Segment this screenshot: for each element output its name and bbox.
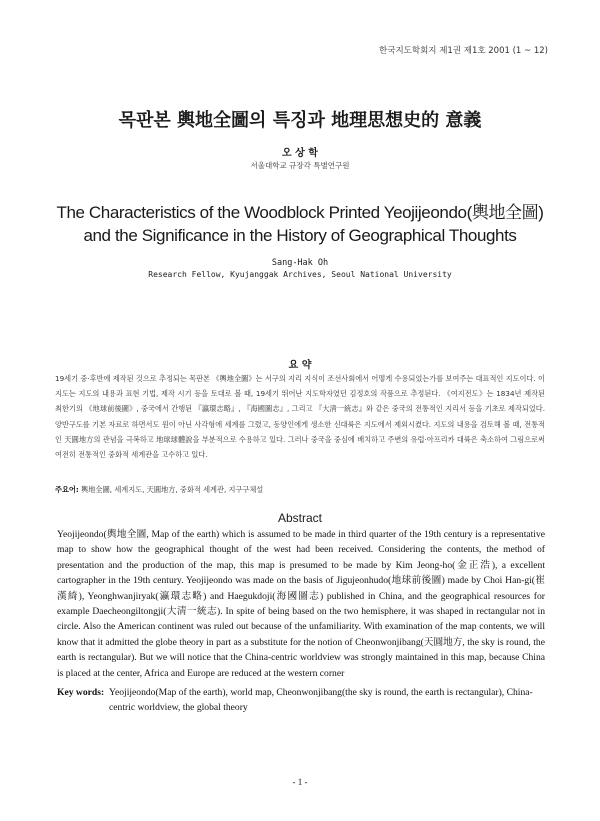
korean-title: 목판본 輿地全圖의 특징과 地理思想史的 意義 (118, 110, 482, 131)
english-keywords-text: Yeojijeondo(Map of the earth), world map, Cheonwonjibang(the sky is round, the earth is rectangular), China-centric worldview, the global theory (109, 687, 533, 714)
summary-heading: 요 약 (288, 360, 312, 371)
page-number: - 1 - (292, 777, 308, 787)
english-keywords (57, 685, 545, 716)
korean-author: 오 상 학 (282, 148, 318, 159)
english-title (30, 201, 570, 247)
korean-keywords (55, 485, 545, 495)
english-affiliation: Research Fellow, Kyujanggak Archives, Seoul National University (148, 270, 452, 279)
abstract-heading: Abstract (277, 511, 322, 525)
abstract-text: Yeojijeondo(輿地全圖, Map of the earth) which is assumed to be made in third quarter of the 19th century is a representative map to show how the geographical thought of the west had been received. Considering the contents, the method of presentation and the production of the map, this map is presumed to be made by Kim Jeong-ho(金正浩), a excellent cartographer in the 19th century. Yeojijeondo was made on the basis of Jigujeonhudo(地球前後圖) made by Choi Han-gi(崔漢綺), Yeonghwanjiryak(瀛環志略) and Haegukdoji(海國圖志) published in China, and the geographical resources for example Daecheongiltongji(大淸一統志). In spite of being based on the two hemisphere, it was shaped in rectangular not in circle. Also the American continent was ruled out because of the unfamiliarity. With examination of the map contents, we will know that it admitted the globe theory in part as a substitute for the notion of Cheonwonjibang(天圓地方, the sky is round, the earth is rectangular). But we will notice that the China-centric worldview was strongly maintained in this map, because China is placed at the center, Africa and Europe are reduced at the western corner (57, 529, 545, 679)
journal-header: 한국지도학회지 제1권 제1호 2001 (1 ~ 12) (379, 46, 548, 56)
english-keywords-label: Key words: (57, 687, 105, 698)
summary-body (55, 371, 545, 462)
english-title-line-1: The Characteristics of the Woodblock Printed Yeojijeondo(輿地全圖) (56, 203, 544, 222)
summary-text: 19세기 중·후반에 제작된 것으로 추정되는 목판본 《輿地全圖》는 서구의 지리 지식이 조선사회에서 어떻게 수용되었는가를 보여주는 대표적인 지도이다. 이 지도는 지도의 내용과 표현 기법, 제작 시기 등을 토대로 볼 때, 19세기 뛰어난 지도학자였던 김정호의 작품으로 추정된다. 《여지전도》는 1834년 제작된 최한기의 《地球前後圖》, 중국에서 간행된 『瀛環志略』, 『海國圖志』, 그리고 『大淸一統志』와 같은 중국의 전통적인 지리서 등을 기초로 제작되었다. 양반구도를 기본 자료로 하면서도 원이 아닌 사각형에 세계를 그렸고, 동양인에게 생소한 신대륙은 지도에서 제외시켰다. 지도의 내용을 검토해 볼 때, 전통적인 天圓地方의 관념을 극복하고 地球球體說을 부분적으로 수용하고 있다. 그러나 중국을 중심에 배치하고 주변의 유럽·아프리카 대륙은 축소하여 그림으로써 여전히 전통적인 중화적 세계관을 고수하고 있다. (55, 374, 545, 460)
english-title-line-2: and the Significance in the History of Geographical Thoughts (83, 226, 517, 245)
abstract-body (57, 527, 545, 681)
korean-affiliation: 서울대학교 규장각 특별연구원 (250, 161, 350, 170)
korean-keywords-text: 輿地全圖, 세계지도, 天圓地方, 중화적 세계관, 지구구체설 (81, 485, 264, 494)
korean-keywords-label: 주요어: (55, 485, 79, 494)
english-author: Sang-Hak Oh (271, 258, 329, 268)
